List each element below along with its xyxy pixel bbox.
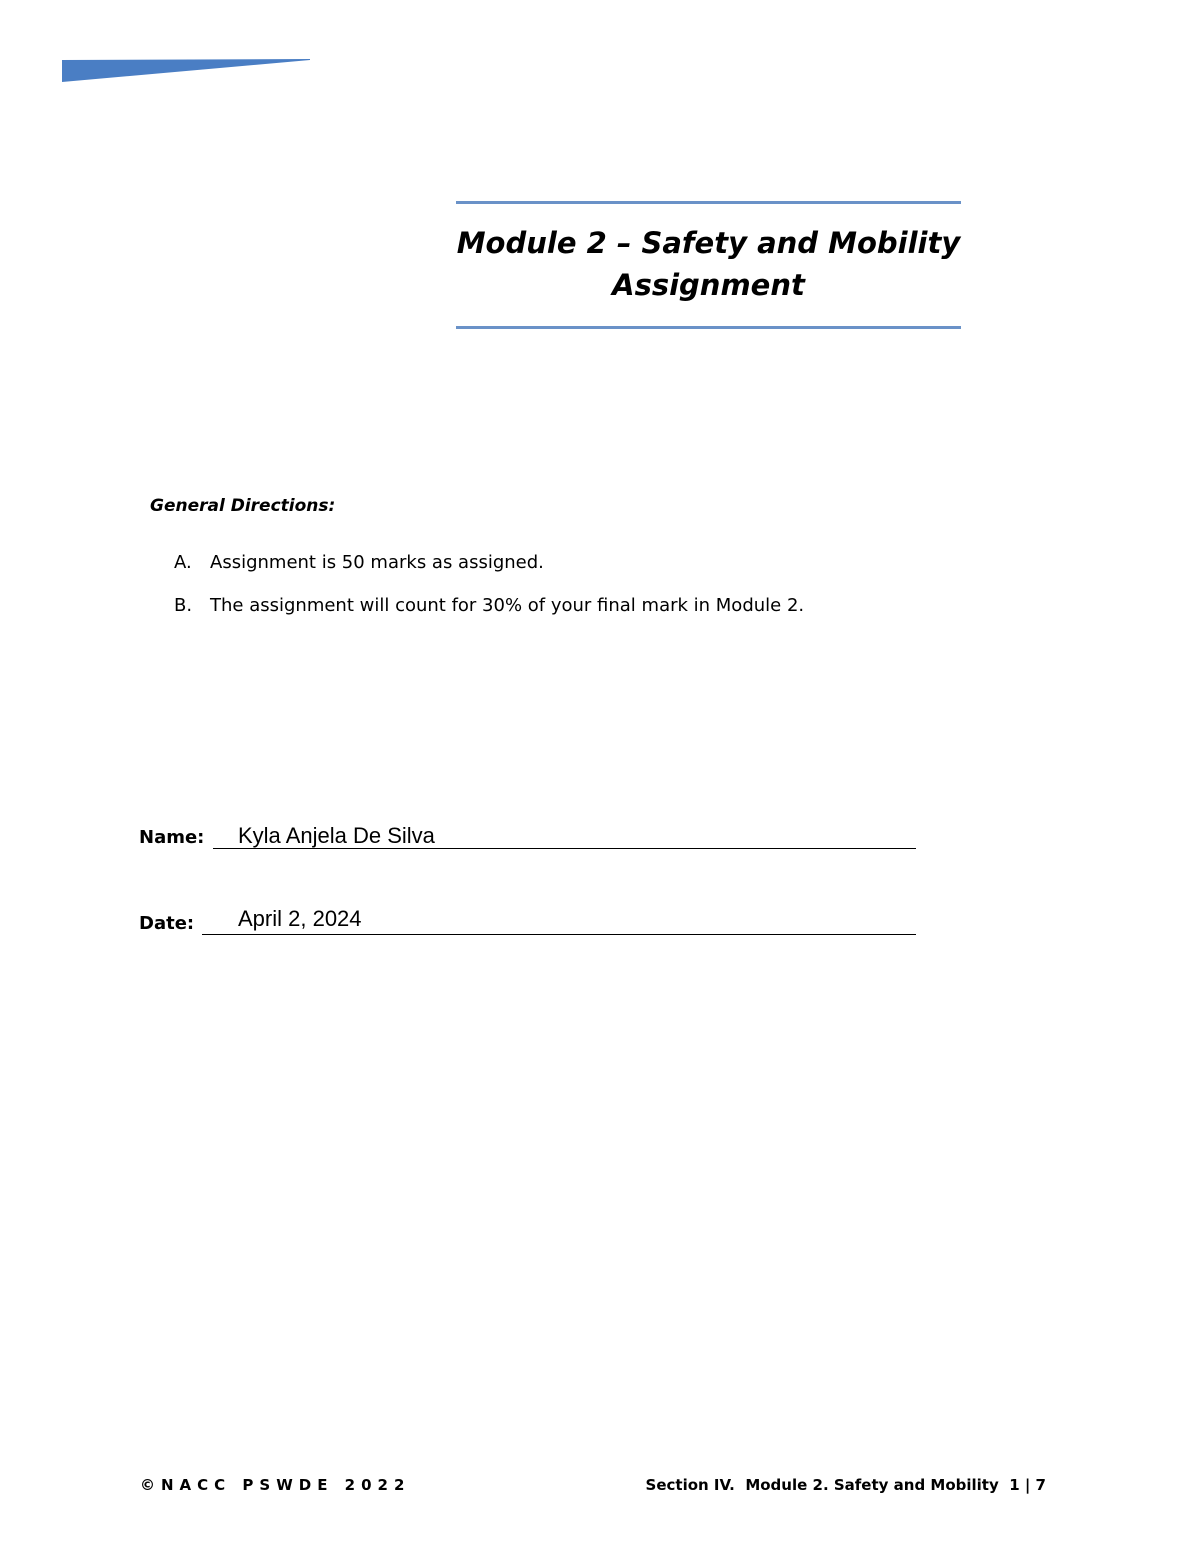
title-bottom-rule: [456, 326, 961, 329]
name-field[interactable]: Kyla Anjela De Silva: [238, 823, 435, 848]
page-title: [456, 222, 961, 306]
name-label: Name:: [139, 827, 205, 848]
directions-item: [174, 552, 804, 595]
page-title-line-1: Module 2 – Safety and Mobility: [456, 226, 961, 260]
directions-item: [174, 595, 804, 638]
page-title-line-2: Assignment: [612, 268, 805, 302]
title-top-rule: [456, 201, 961, 204]
header-swoosh-graphic: [62, 56, 312, 86]
date-underline: [202, 934, 916, 935]
date-label: Date:: [139, 913, 195, 934]
footer-page-info: Section IV. Module 2. Safety and Mobility 1 | 7: [645, 1476, 1046, 1494]
directions-item-marker: B.: [174, 595, 193, 616]
directions-heading: General Directions:: [150, 496, 336, 516]
directions-item-marker: A.: [174, 552, 192, 573]
directions-item-text: The assignment will count for 30% of your final mark in Module 2.: [210, 595, 805, 616]
directions-list: [174, 552, 804, 638]
footer-copyright: ©NACC PSWDE 2022: [140, 1476, 411, 1494]
directions-item-text: Assignment is 50 marks as assigned.: [210, 552, 544, 573]
date-field[interactable]: April 2, 2024: [238, 906, 362, 931]
